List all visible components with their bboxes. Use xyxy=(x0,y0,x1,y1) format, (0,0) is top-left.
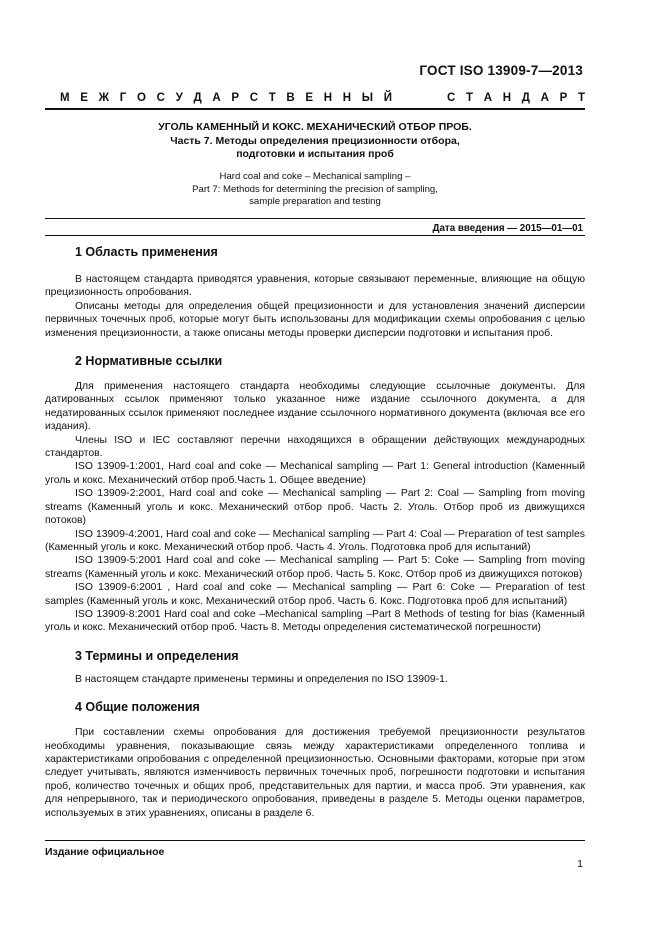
title-divider xyxy=(45,218,585,219)
reference-item: ISO 13909-1:2001, Hard coal and coke — Mechanical sampling — Part 1: General introduction (Каменный уголь и кокс. Механический отбор проб.Часть 1. Общее введение) xyxy=(45,461,585,486)
banner-letter: У xyxy=(175,92,183,104)
section-4-heading: 4 Общие положения xyxy=(75,700,200,715)
banner-letter: О xyxy=(136,92,146,104)
section-1-paragraph: В настоящем стандарта приводятся уравнения, которые связывают переменные, влияющие на общую прецизионность опробования. xyxy=(45,274,585,299)
banner-letter: А xyxy=(483,92,493,104)
banner-letter: С xyxy=(249,92,258,104)
banner-letter: Р xyxy=(231,92,239,104)
section-2-paragraph: Для применения настоящего стандарта необходимы следующие ссылочные документы. Для датированных ссылок применяют только указанное ниже издание ссылочного документа, а для недатированных ссылок применяют последнее издание ссылочного нормативного документа (включая все его издания). xyxy=(45,381,585,433)
reference-item: ISO 13909-2:2001, Hard coal and coke — Mechanical sampling — Part 2: Coal — Sampling from moving streams (Каменный уголь и кокс. Механический отбор проб. Часть 2. Уголь. Отбор проб из движущихся потоков) xyxy=(45,488,585,527)
date-divider xyxy=(45,235,585,236)
banner-letter: Е xyxy=(80,92,88,104)
document-code: ГОСТ ISO 13909-7—2013 xyxy=(419,63,583,78)
banner-letter: А xyxy=(212,92,221,104)
document-title xyxy=(45,121,585,162)
page-number: 1 xyxy=(577,858,583,870)
banner-letter: Ж xyxy=(98,92,110,104)
reference-item: ISO 13909-8:2001 Hard coal and coke –Mechanical sampling –Part 8 Methods of testing for bias (Каменный уголь и кокс. Механический отбор проб. Часть 8. Методы определения систематической погрешности) xyxy=(45,608,585,634)
reference-item: ISO 13909-4:2001, Hard coal and coke — Mechanical sampling — Part 4: Coal — Preparation of test samples (Каменный уголь и кокс. Механический отбор проб. Часть 4. Уголь. Подготовка проб для испытаний) xyxy=(45,528,585,553)
section-1-heading: 1 Область применения xyxy=(75,245,218,259)
banner-letter: Н xyxy=(342,92,352,104)
banner-letter: Е xyxy=(305,92,314,104)
section-3-paragraph: В настоящем стандарте применены термины и определения по ISO 13909-1. xyxy=(75,673,448,685)
reference-item: ISO 13909-5:2001 Hard coal and coke — Mechanical sampling — Part 5: Coke — Sampling from moving streams (Каменный уголь и кокс. Механический отбор проб. Часть 5. Кокс. Отбор проб из движущихся потоков) xyxy=(45,555,585,580)
introduction-date: Дата введения — 2015—01—01 xyxy=(432,223,583,234)
banner-letter: Т xyxy=(466,92,474,104)
reference-item: ISO 13909-6:2001 , Hard coal and coke — Mechanical sampling — Part 6: Coke — Preparation of test samples (Каменный уголь и кокс. Механический отбор проб. Часть 6. Кокс. Подготовка проб для испытаний) xyxy=(45,582,585,607)
english-title xyxy=(45,171,585,209)
footer-rule xyxy=(45,840,585,841)
document-body xyxy=(45,243,585,820)
title-line-2: Часть 7. Методы определения прецизионности отбора, xyxy=(170,134,460,147)
banner-letter: Ы xyxy=(361,92,374,104)
banner-letter: Н xyxy=(323,92,333,104)
section-2-paragraph: Члены ISO и IEC составляют перечни находящихся в обращении действующих международных стандартов. xyxy=(45,434,585,460)
banner-letter: Д xyxy=(521,92,530,104)
banner-letter: Д xyxy=(193,92,202,104)
banner-letter: А xyxy=(540,92,549,104)
english-title-line-2: Part 7: Methods for determining the precision of sampling, xyxy=(192,183,438,195)
banner-letter: Р xyxy=(559,92,568,104)
english-title-line-1: Hard coal and coke – Mechanical sampling – xyxy=(219,171,411,182)
section-3-heading: 3 Термины и определения xyxy=(75,648,239,663)
banner-letter: М xyxy=(60,92,70,104)
standard-banner xyxy=(60,92,585,104)
banner-letter: Г xyxy=(119,92,127,104)
section-1-paragraph: Описаны методы для определения общей прецизионности и для установления значений дисперсии первичных точечных проб, которые могут быть использованы для модификации схемы опробования с целью изменения прецизионности, а также описаны методы проверки дисперсии подготовки и испытания проб. xyxy=(45,300,585,339)
banner-letter: Й xyxy=(383,92,392,104)
banner-letter: В xyxy=(286,92,295,104)
banner-letter: С xyxy=(156,92,165,104)
banner-letter: Т xyxy=(577,92,585,104)
banner-letter: Т xyxy=(268,92,276,104)
banner-letter: Н xyxy=(502,92,512,104)
title-line-3: подготовки и испытания проб xyxy=(236,148,394,160)
banner-word-interstate xyxy=(60,92,392,104)
official-edition-label: Издание официальное xyxy=(45,846,165,858)
english-title-line-3: sample preparation and testing xyxy=(249,196,381,207)
title-line-1: УГОЛЬ КАМЕННЫЙ И КОКС. МЕХАНИЧЕСКИЙ ОТБОР ПРОБ. xyxy=(158,121,472,133)
section-4-paragraph: При составлении схемы опробования для достижения требуемой прецизионности результатов необходимы уравнения, показывающие связь между характеристиками определенного топлива и характеристиками опробования с определенной прецизионностью. Основными факторами, которые при этом следует учитывать, являются изменчивость первичных точечных проб, погрешности подготовки и испытания проб, количество точечных и общих проб, представительных для партии, и масса проб. Эти уравнения, как для непрерывного, так и периодического опробования, приведены в разделе 5. Методы оценки параметров, используемых в этих уравнениях, описаны в разделе 6. xyxy=(45,727,585,819)
section-2-heading: 2 Нормативные ссылки xyxy=(75,354,223,369)
banner-letter: С xyxy=(447,92,456,104)
banner-rule xyxy=(45,108,585,110)
banner-word-standard xyxy=(447,92,585,104)
